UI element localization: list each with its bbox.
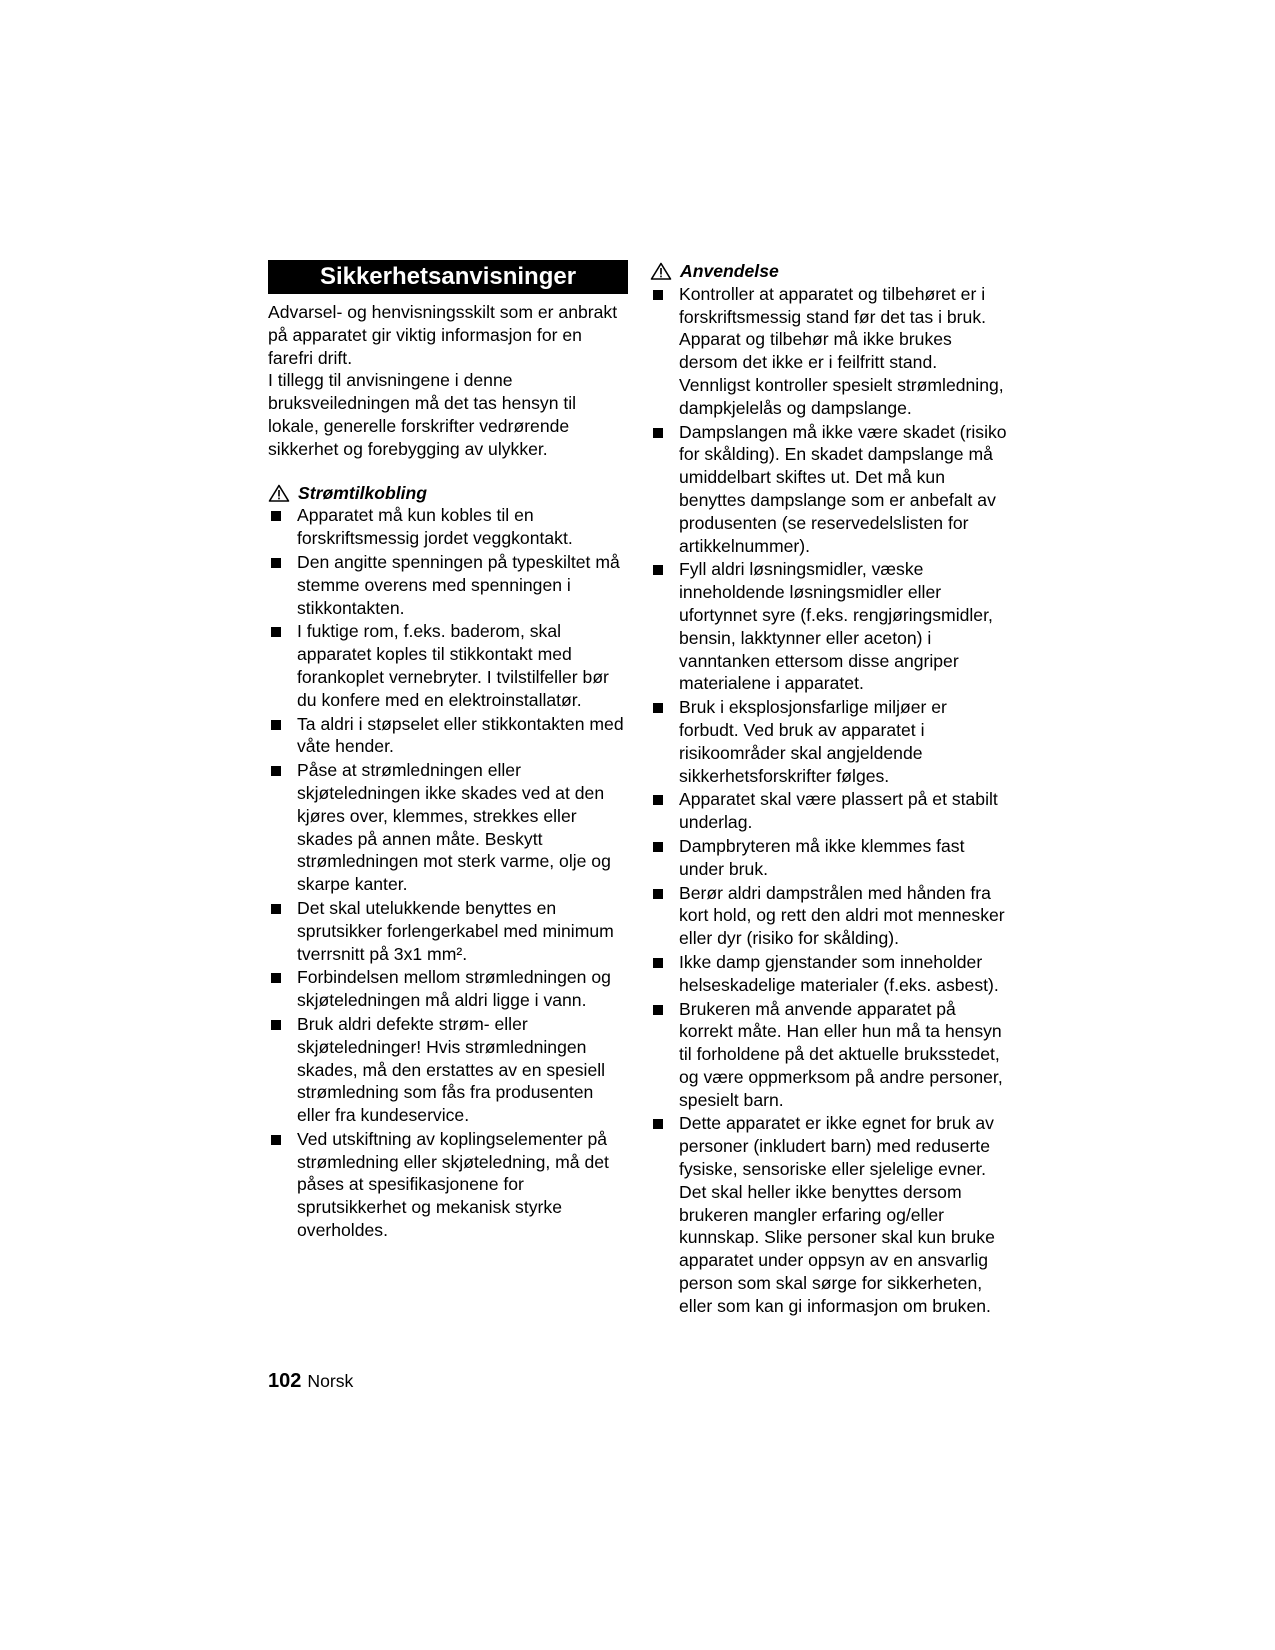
bullet-square-icon <box>653 795 663 805</box>
list-item-text: Ta aldri i støpselet eller stikkontakten med våte hender. <box>297 713 624 757</box>
list-item-text: Påse at strømledningen eller skjøteledningen ikke skades ved at den kjøres over, klemmes, strekkes eller skades på annen måte. Beskytt strømledningen mot sterk varme, olje og skarpe kanter. <box>297 760 611 895</box>
list-item <box>268 897 628 965</box>
list-item <box>268 620 628 711</box>
bullet-list-stromtilkobling <box>268 504 628 1242</box>
list-item-text: I fuktige rom, f.eks. baderom, skal apparatet koples til stikkontakt med forankoplet vernebryter. I tvilstilfeller bør du konfere med en elektroinstallatør. <box>297 621 609 710</box>
list-item-text: Apparatet må kun kobles til en forskriftsmessig jordet veggkontakt. <box>297 505 573 549</box>
intro-text <box>268 301 628 461</box>
bullet-square-icon <box>653 889 663 899</box>
section-heading-stromtilkobling <box>268 482 628 505</box>
list-item-text: Dampbryteren må ikke klemmes fast under bruk. <box>679 835 965 879</box>
bullet-square-icon <box>653 1005 663 1015</box>
list-item-text: Den angitte spenningen på typeskiltet må stemme overens med spenningen i stikkontakten. <box>297 551 620 618</box>
list-item-text: Brukeren må anvende apparatet på korrekt måte. Han eller hun må ta hensyn til forholdene på det aktuelle bruksstedet, og være oppmerksom på andre personer, spesielt barn. <box>679 998 1003 1110</box>
list-item-text: Bruk i eksplosjonsfarlige miljøer er forbudt. Ved bruk av apparatet i risikoområder skal angjeldende sikkerhetsforskrifter følges. <box>679 697 947 786</box>
list-item-text: Bruk aldri defekte strøm- eller skjøteledninger! Hvis strømledningen skades, må den erstattes av en spesiell strømledning som fås fra produsenten eller fra kundeservice. <box>297 1013 606 1126</box>
list-item-text: Ikke damp gjenstander som inneholder helseskadelige materialer (f.eks. asbest). <box>679 951 999 995</box>
list-item-text: Berør aldri dampstrålen med hånden fra kort hold, og rett den aldri mot mennesker eller dyr (risiko for skålding). <box>679 882 1005 949</box>
bullet-square-icon <box>653 290 663 300</box>
list-item <box>650 998 1010 1112</box>
list-item <box>650 835 1010 881</box>
list-item <box>650 882 1010 950</box>
bullet-square-icon <box>271 1020 281 1030</box>
list-item <box>650 696 1010 787</box>
list-item-text: Dampslangen må ikke være skadet (risiko for skålding). En skadet dampslange må umiddelbart skiftes ut. Det må kun benyttes dampslange som er anbefalt av produsenten (se reservedelslisten for artikkelnummer). <box>679 421 1007 556</box>
list-item <box>268 551 628 619</box>
intro-paragraph: I tillegg til anvisningene i denne bruksveiledningen må det tas hensyn til lokale, generelle forskrifter vedrørende sikkerhet og forebygging av ulykker. <box>268 370 577 459</box>
bullet-square-icon <box>271 558 281 568</box>
bullet-square-icon <box>653 703 663 713</box>
bullet-square-icon <box>271 904 281 914</box>
intro-paragraph: Advarsel- og henvisningsskilt som er anbrakt på apparatet gir viktig informasjon for en farefri drift. <box>268 302 618 368</box>
section-heading-label: Anvendelse <box>680 261 779 281</box>
warning-triangle-icon <box>650 262 672 280</box>
list-item <box>650 421 1010 558</box>
bullet-square-icon <box>271 766 281 776</box>
right-column <box>650 260 1010 1319</box>
bullet-square-icon <box>271 973 281 983</box>
page-footer <box>268 1370 353 1393</box>
bullet-square-icon <box>271 627 281 637</box>
bullet-square-icon <box>271 1135 281 1145</box>
list-item-text: Dette apparatet er ikke egnet for bruk av personer (inkludert barn) med reduserte fysiske, sensoriske eller sjelelige evner. Det skal heller ikke benyttes dersom brukeren mangler erfaring og/eller kunnskap. Slike personer skal kun bruke apparatet under oppsyn av en ansvarlig person som skal sørge for sikkerheten, eller som kan gi informasjon om bruken. <box>679 1113 995 1316</box>
list-item <box>268 713 628 759</box>
warning-triangle-icon <box>268 484 290 502</box>
list-item <box>268 1013 628 1127</box>
bullet-square-icon <box>653 842 663 852</box>
list-item-text: Det skal utelukkende benyttes en sprutsikker forlengerkabel med minimum tverrsnitt på 3x1 mm². <box>297 897 614 964</box>
list-item <box>650 283 1010 420</box>
bullet-square-icon <box>653 958 663 968</box>
list-item-text: Fyll aldri løsningsmidler, væske inneholdende løsningsmidler eller ufortynnet syre (f.eks. rengjøringsmidler, bensin, lakktynner eller aceton) i vanntanken ettersom disse angriper materialene i apparatet. <box>679 559 993 694</box>
left-column <box>268 260 628 1243</box>
section-heading-label: Strømtilkobling <box>298 482 428 503</box>
list-item-text: Forbindelsen mellom strømledningen og skjøteledningen må aldri ligge i vann. <box>297 967 611 1011</box>
list-item-text: Apparatet skal være plassert på et stabilt underlag. <box>679 789 998 833</box>
list-item-text: Ved utskiftning av koplingselementer på strømledning eller skjøteledning, må det påses at spesifikasjonene for sprutsikkerhet og mekanisk styrke overholdes. <box>297 1128 609 1241</box>
list-item <box>268 1128 628 1242</box>
bullet-square-icon <box>653 428 663 438</box>
page-title: Sikkerhetsanvisninger <box>268 260 628 294</box>
list-item <box>268 966 628 1012</box>
page-number: 102 <box>268 1370 302 1392</box>
section-heading-anvendelse <box>650 260 1010 283</box>
list-item <box>650 788 1010 834</box>
list-item <box>268 504 628 550</box>
bullet-square-icon <box>653 1119 663 1129</box>
bullet-square-icon <box>271 720 281 730</box>
list-item <box>650 1112 1010 1317</box>
footer-language: Norsk <box>307 1371 354 1391</box>
list-item <box>650 558 1010 695</box>
list-item <box>650 951 1010 997</box>
list-item <box>268 759 628 896</box>
bullet-list-anvendelse <box>650 283 1010 1318</box>
list-item-text: Kontroller at apparatet og tilbehøret er i forskriftsmessig stand før det tas i bruk. Apparat og tilbehør må ikke brukes dersom det ikke er i feilfritt stand. Vennligst kontroller spesielt strømledning, dampkjelelås og dampslange. <box>679 283 1004 418</box>
bullet-square-icon <box>653 565 663 575</box>
bullet-square-icon <box>271 511 281 521</box>
